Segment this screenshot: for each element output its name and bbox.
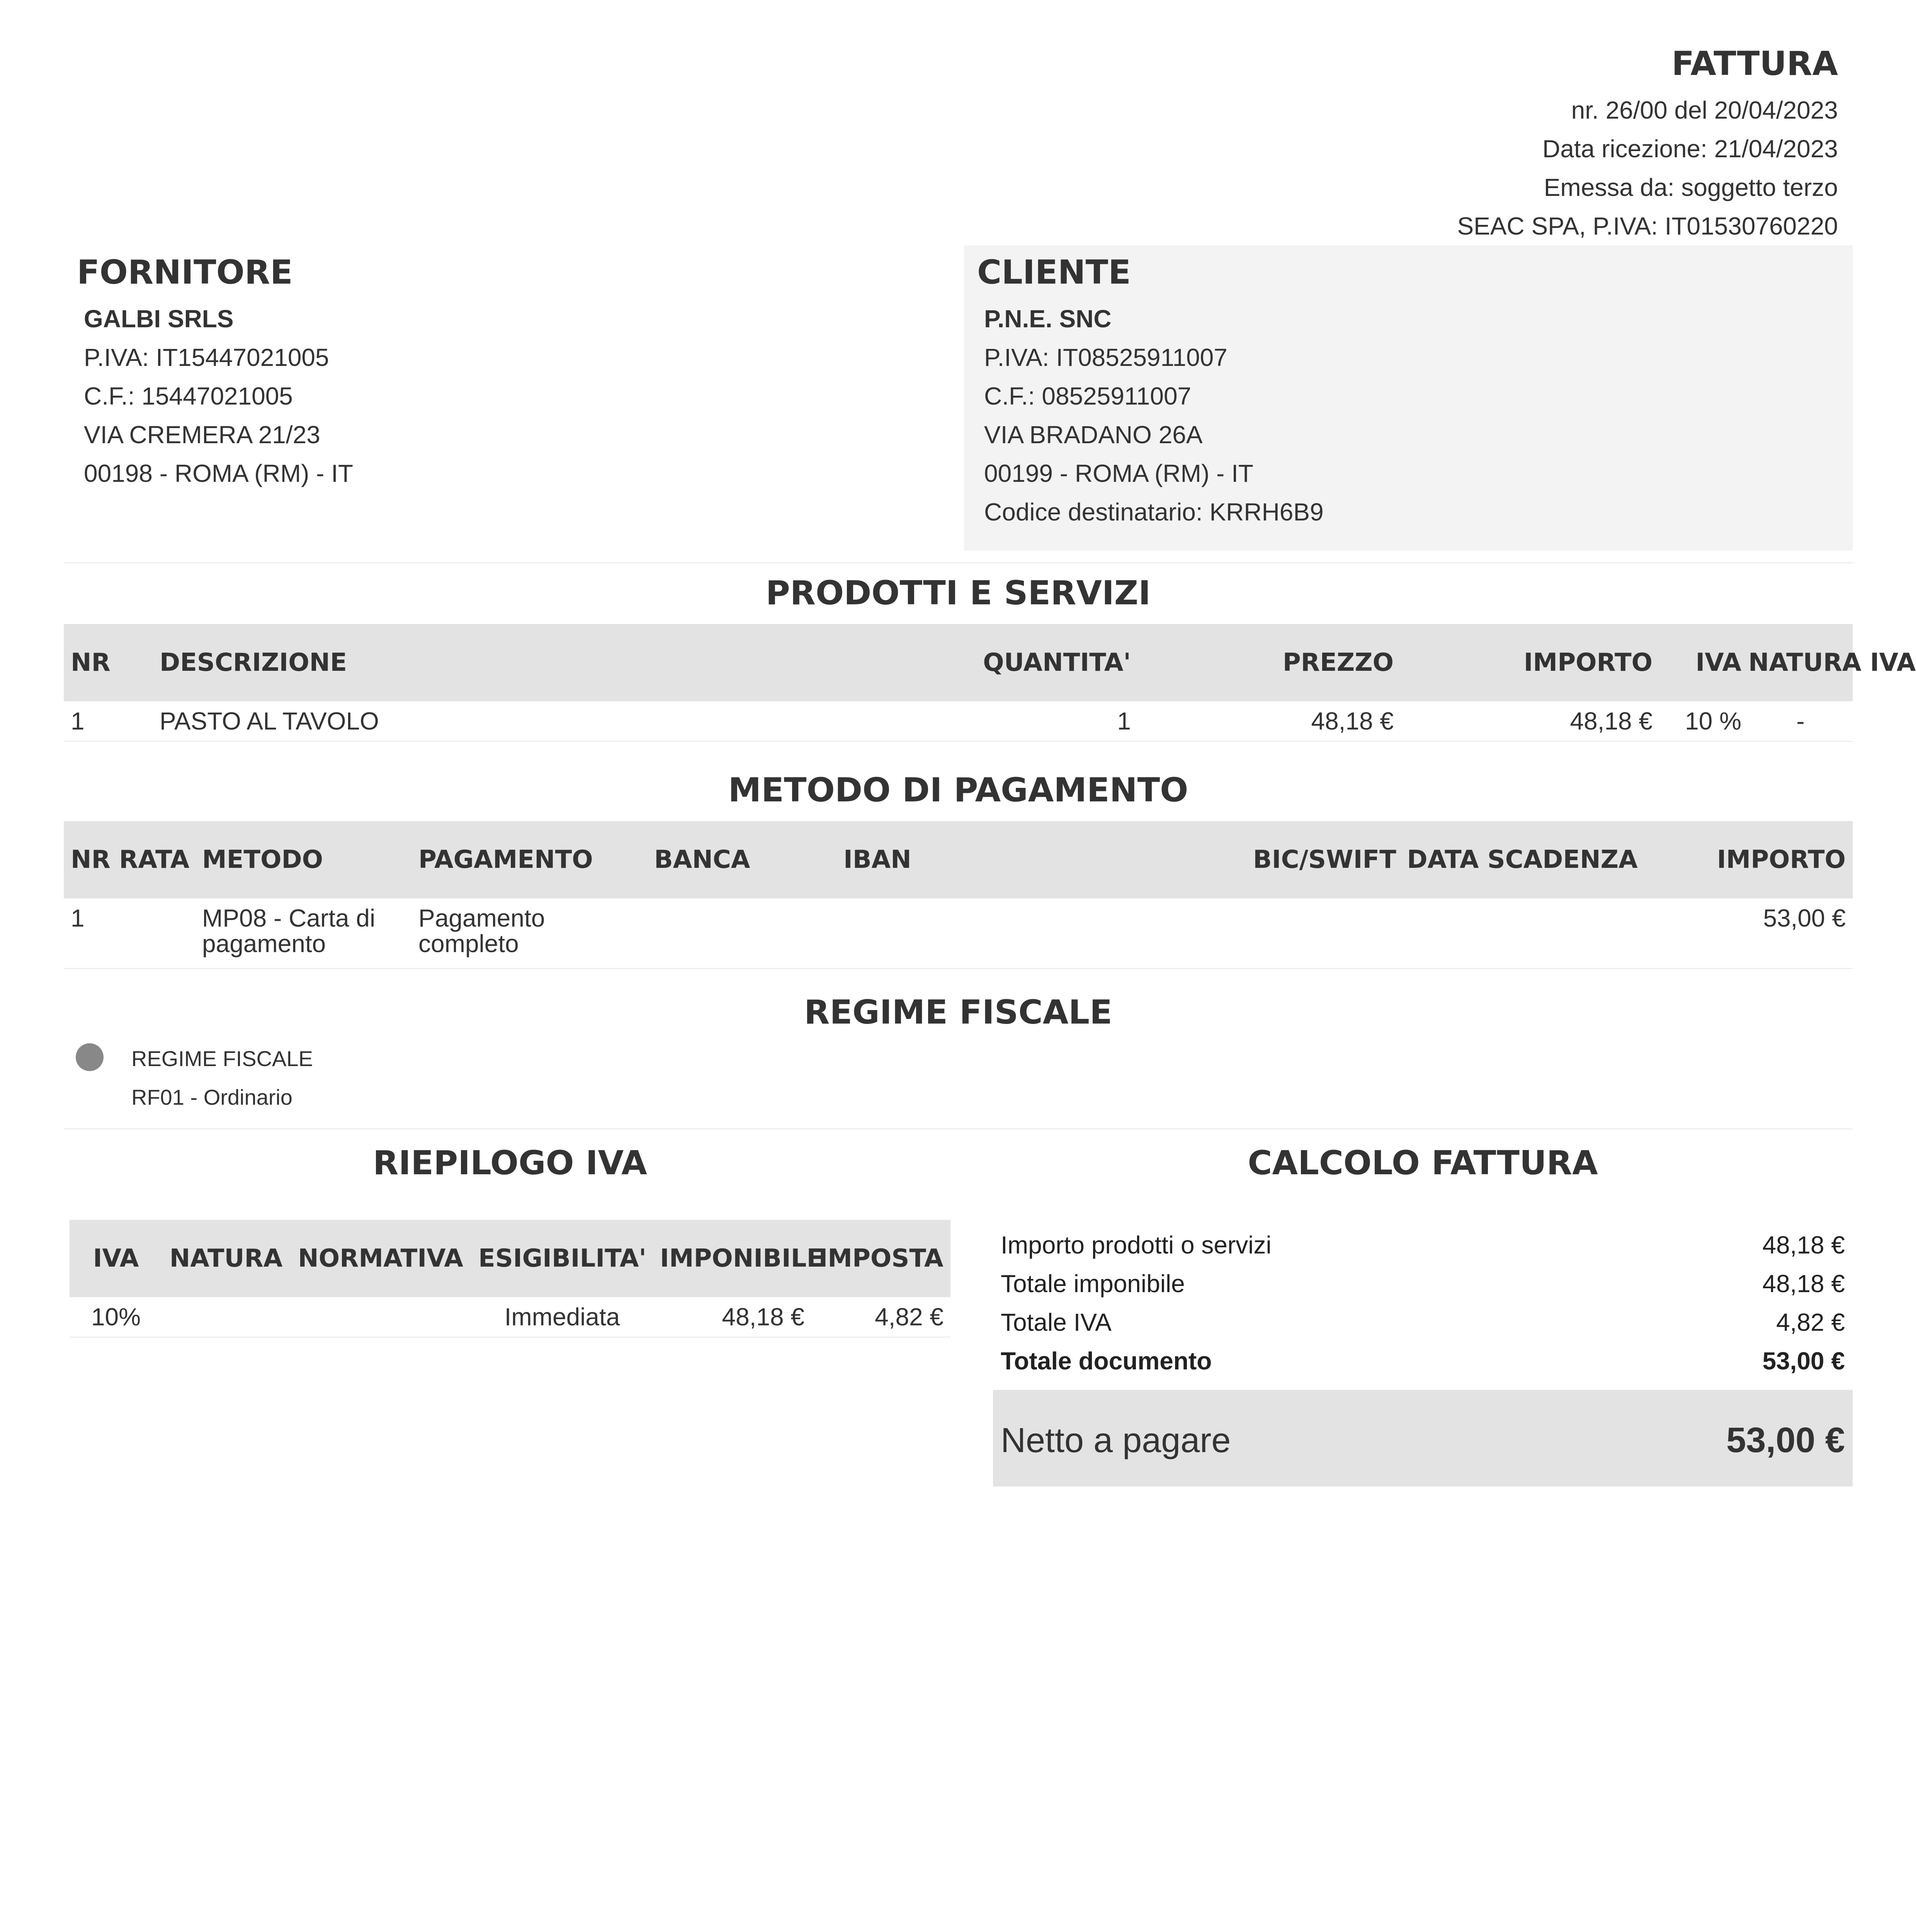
- vat-tax: 4,82 €: [811, 1297, 950, 1337]
- col-esigibilita: ESIGIBILITA': [471, 1220, 653, 1297]
- vat-summary-table: [70, 1220, 950, 1338]
- payment-title: METODO DI PAGAMENTO: [728, 771, 1188, 810]
- calc-row-imponibile: [993, 1264, 1853, 1303]
- payment-header-row: [64, 821, 1853, 898]
- payment-type: Pagamento completo: [411, 898, 647, 969]
- payment-iban: [836, 898, 1246, 969]
- col-metodo: METODO: [195, 821, 411, 898]
- calc-documento-value: 53,00 €: [1762, 1347, 1845, 1375]
- table-row: [70, 1297, 950, 1337]
- supplier-box: [64, 245, 952, 551]
- col-natura-iva: NATURA IVA: [1748, 624, 1853, 701]
- vat-summary-header-row: [70, 1220, 950, 1297]
- col-iva: IVA: [70, 1220, 162, 1297]
- col-nr: NR: [64, 624, 153, 701]
- col-importo: IMPORTO: [1401, 624, 1659, 701]
- supplier-address: VIA CREMERA 21/23: [84, 421, 320, 449]
- payment-nr: 1: [64, 898, 195, 969]
- net-payable-box: [993, 1390, 1853, 1486]
- vat-rate: 10%: [70, 1297, 162, 1337]
- issued-by: Emessa da: soggetto terzo: [1544, 173, 1838, 201]
- col-pagamento: PAGAMENTO: [411, 821, 647, 898]
- divider: [64, 562, 1853, 563]
- third-party: SEAC SPA, P.IVA: IT01530760220: [1457, 212, 1838, 240]
- product-nr: 1: [64, 701, 153, 742]
- col-nr-rata: NR RATA: [64, 821, 195, 898]
- product-vat: 10 %: [1659, 701, 1748, 742]
- calc-importo-label: Importo prodotti o servizi: [1001, 1231, 1272, 1259]
- calc-iva-label: Totale IVA: [1001, 1308, 1112, 1336]
- product-amount: 48,18 €: [1401, 701, 1659, 742]
- col-imponibile: IMPONIBILE: [653, 1220, 811, 1297]
- col-descrizione: DESCRIZIONE: [153, 624, 898, 701]
- client-city: 00199 - ROMA (RM) - IT: [984, 459, 1253, 487]
- table-row: [64, 701, 1853, 742]
- products-title: PRODOTTI E SERVIZI: [765, 574, 1151, 612]
- vat-summary-title: RIEPILOGO IVA: [373, 1144, 647, 1182]
- calc-row-iva: [993, 1303, 1853, 1342]
- calc-row-documento: [993, 1342, 1853, 1380]
- calc-row-importo: [993, 1226, 1853, 1264]
- vat-chargeability: Immediata: [471, 1297, 653, 1337]
- client-address: VIA BRADANO 26A: [984, 421, 1203, 449]
- col-imposta: IMPOSTA: [811, 1220, 950, 1297]
- tax-regime-title: REGIME FISCALE: [804, 993, 1112, 1032]
- invoice-number: nr. 26/00 del 20/04/2023: [1571, 96, 1838, 124]
- col-normativa: NORMATIVA: [290, 1220, 471, 1297]
- product-vat-nature: -: [1748, 701, 1853, 742]
- supplier-name: GALBI SRLS: [84, 305, 234, 333]
- supplier-piva: P.IVA: IT15447021005: [84, 344, 329, 371]
- col-prezzo: PREZZO: [1138, 624, 1401, 701]
- client-name: P.N.E. SNC: [984, 305, 1112, 333]
- col-data-scadenza: DATA SCADENZA: [1385, 821, 1659, 898]
- col-banca: BANCA: [647, 821, 836, 898]
- vat-nature: [162, 1297, 290, 1337]
- product-price: 48,18 €: [1138, 701, 1401, 742]
- receipt-date: Data ricezione: 21/04/2023: [1542, 135, 1838, 163]
- payment-bic: [1246, 898, 1385, 969]
- client-box: [964, 245, 1853, 551]
- invoice-header: [949, 37, 1838, 245]
- products-header-row: [64, 624, 1853, 701]
- supplier-city: 00198 - ROMA (RM) - IT: [84, 459, 353, 487]
- supplier-title: FORNITORE: [77, 253, 293, 292]
- invoice-title: FATTURA: [1671, 44, 1838, 83]
- tax-regime-label: REGIME FISCALE: [131, 1046, 313, 1071]
- calc-imponibile-value: 48,18 €: [1762, 1270, 1845, 1298]
- col-quantita: QUANTITA': [898, 624, 1138, 701]
- net-payable-value: 53,00 €: [1726, 1420, 1845, 1460]
- payment-table: [64, 821, 1853, 969]
- col-importo-rata: IMPORTO: [1659, 821, 1853, 898]
- calc-importo-value: 48,18 €: [1762, 1231, 1845, 1259]
- calc-documento-label: Totale documento: [1001, 1347, 1212, 1375]
- payment-amount: 53,00 €: [1659, 898, 1853, 969]
- vat-norm: [290, 1297, 471, 1337]
- net-payable-label: Netto a pagare: [1001, 1421, 1231, 1460]
- payment-due-date: [1385, 898, 1659, 969]
- client-title: CLIENTE: [977, 253, 1131, 292]
- col-iva: IVA: [1659, 624, 1748, 701]
- invoice-calc-title: CALCOLO FATTURA: [1248, 1144, 1598, 1182]
- client-piva: P.IVA: IT08525911007: [984, 344, 1227, 371]
- client-code: Codice destinatario: KRRH6B9: [984, 498, 1324, 526]
- table-row: [64, 898, 1853, 969]
- col-bic-swift: BIC/SWIFT: [1246, 821, 1385, 898]
- vat-taxable: 48,18 €: [653, 1297, 811, 1337]
- calc-iva-value: 4,82 €: [1776, 1308, 1845, 1336]
- divider: [64, 1128, 1853, 1129]
- payment-bank: [647, 898, 836, 969]
- client-cf: C.F.: 08525911007: [984, 382, 1192, 410]
- col-natura: NATURA: [162, 1220, 290, 1297]
- calc-imponibile-label: Totale imponibile: [1001, 1270, 1185, 1298]
- tax-regime-value: RF01 - Ordinario: [131, 1085, 293, 1109]
- products-table: [64, 624, 1916, 742]
- supplier-cf: C.F.: 15447021005: [84, 382, 293, 410]
- product-quantity: 1: [898, 701, 1138, 742]
- product-description: PASTO AL TAVOLO: [153, 701, 898, 742]
- payment-method: MP08 - Carta di pagamento: [195, 898, 411, 969]
- bullet-icon: [76, 1043, 104, 1071]
- col-iban: IBAN: [836, 821, 1246, 898]
